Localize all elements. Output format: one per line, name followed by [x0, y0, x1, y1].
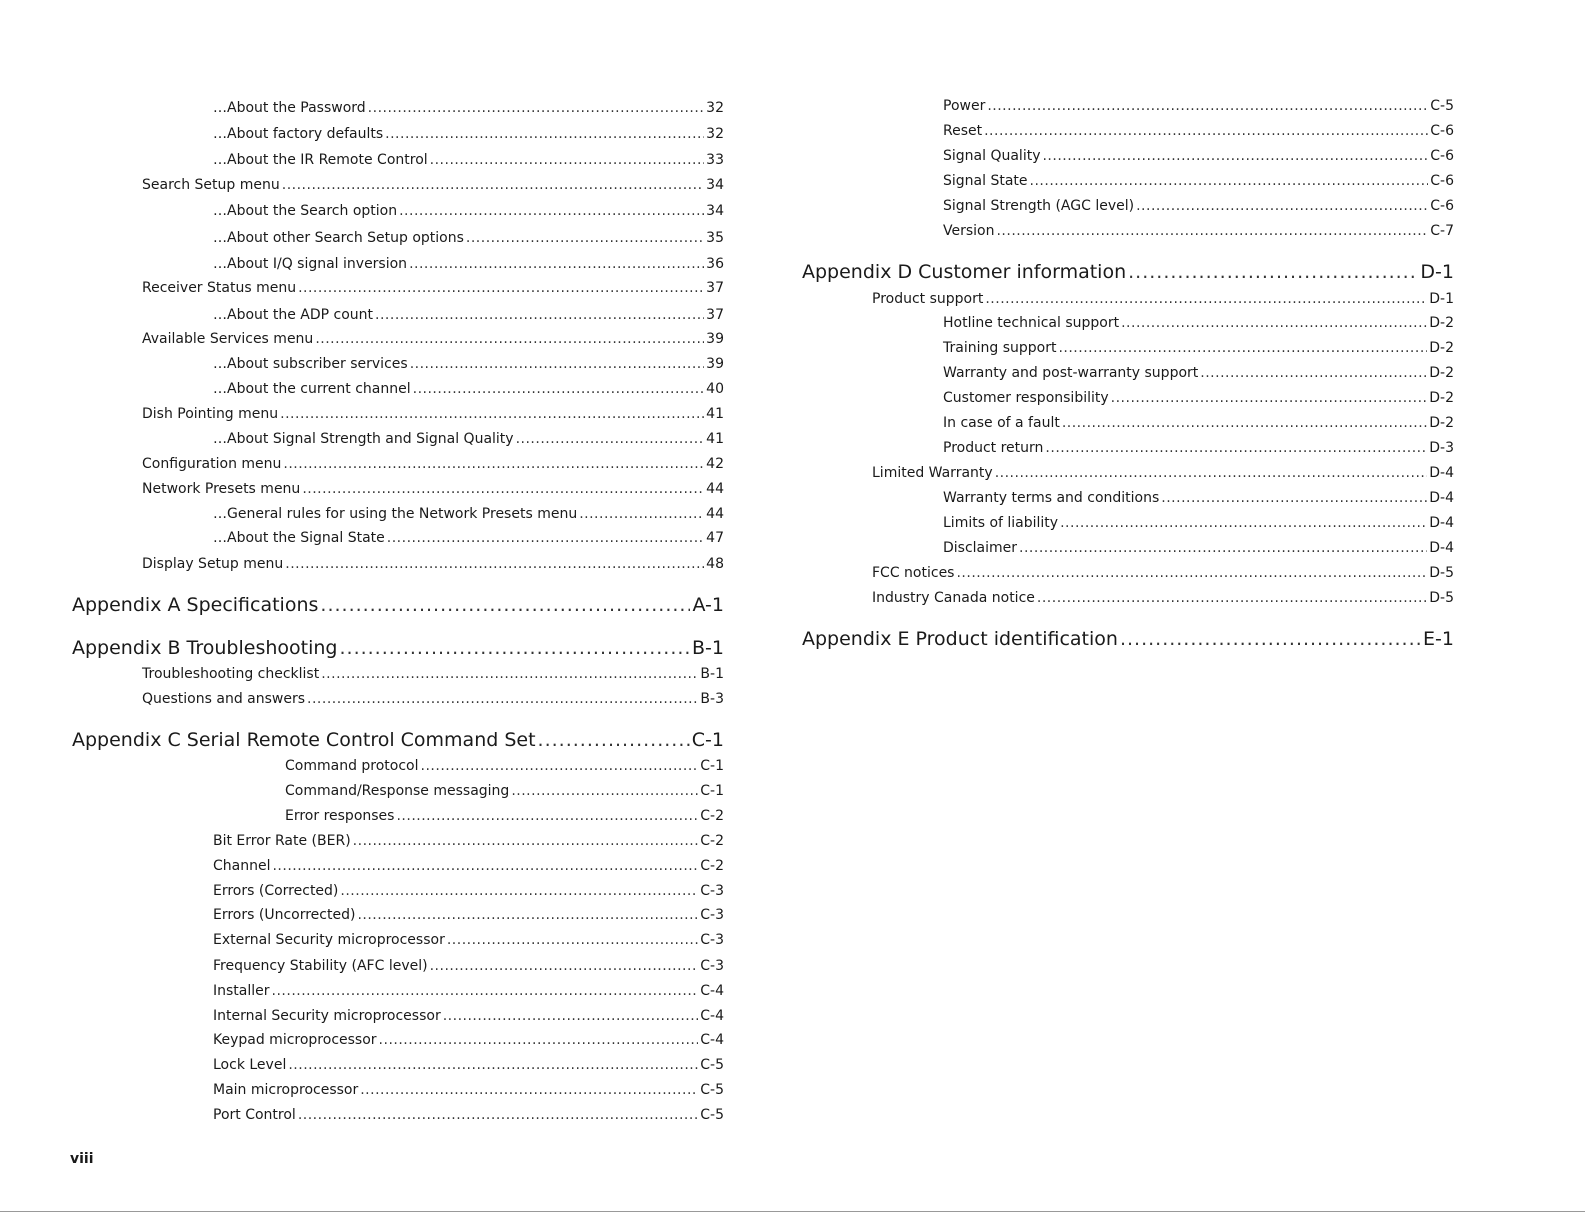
- toc-entry[interactable]: [285, 783, 724, 799]
- toc-entry-page: C-4: [700, 1008, 724, 1024]
- dot-leader: [379, 1032, 699, 1048]
- toc-entry-page: 42: [706, 456, 724, 472]
- toc-entry-title: Warranty and post-warranty support: [943, 365, 1199, 381]
- toc-entry-title: …About I/Q signal inversion: [213, 256, 408, 272]
- toc-entry-page: C-2: [700, 808, 724, 824]
- toc-entry[interactable]: [943, 123, 1454, 139]
- toc-entry-title: Installer: [213, 983, 270, 999]
- toc-entry-title: …About other Search Setup options: [213, 230, 464, 246]
- toc-entry[interactable]: [142, 666, 724, 682]
- dot-leader: [1200, 365, 1427, 381]
- toc-entry-page: C-5: [1430, 98, 1454, 114]
- toc-entry-page: C-3: [700, 907, 724, 923]
- dot-leader: [1045, 440, 1427, 456]
- toc-entry-title: Disclaimer: [943, 540, 1018, 556]
- toc-entry-page: C-5: [700, 1057, 724, 1073]
- toc-entry-title: Appendix B Troubleshooting: [72, 637, 338, 659]
- toc-entry-page: 34: [706, 203, 724, 219]
- toc-entry-title: Signal Strength (AGC level): [943, 198, 1135, 214]
- toc-entry-title: Appendix A Specifications: [72, 594, 319, 616]
- toc-entry-title: Version: [943, 223, 995, 239]
- toc-entry-title: Command protocol: [285, 758, 419, 774]
- toc-entry-page: 34: [706, 177, 724, 193]
- toc-entry[interactable]: [213, 1082, 724, 1098]
- dot-leader: [421, 758, 699, 774]
- toc-entry-page: 37: [706, 280, 724, 296]
- toc-entry[interactable]: [943, 440, 1454, 456]
- toc-entry-page: D-4: [1429, 515, 1454, 531]
- toc-entry[interactable]: [943, 340, 1454, 356]
- toc-entry-page: 41: [706, 431, 724, 447]
- toc-entry-page: D-2: [1429, 365, 1454, 381]
- dot-leader: [1042, 148, 1428, 164]
- toc-entry[interactable]: [943, 390, 1454, 406]
- toc-entry-page: 39: [706, 331, 724, 347]
- toc-entry[interactable]: [213, 1032, 724, 1048]
- toc-entry-title: Main microprocessor: [213, 1082, 359, 1098]
- toc-entry-page: B-3: [700, 691, 724, 707]
- dot-leader: [340, 883, 698, 899]
- toc-entry[interactable]: [872, 465, 1454, 481]
- toc-entry-page: 35: [706, 230, 724, 246]
- toc-entry-title: Troubleshooting checklist: [142, 666, 320, 682]
- dot-leader: [320, 594, 690, 616]
- toc-entry-title: Frequency Stability (AFC level): [213, 958, 428, 974]
- page-number: viii: [70, 1151, 94, 1167]
- toc-entry-page: 32: [706, 126, 724, 142]
- toc-entry-page: B-1: [692, 637, 724, 659]
- toc-entry-page: C-6: [1430, 173, 1454, 189]
- toc-entry[interactable]: [285, 808, 724, 824]
- toc-entry-page: C-6: [1430, 198, 1454, 214]
- toc-entry-title: Appendix C Serial Remote Control Command Set: [72, 729, 536, 751]
- dot-leader: [1058, 340, 1427, 356]
- toc-entry-title: Bit Error Rate (BER): [213, 833, 351, 849]
- dot-leader: [353, 833, 699, 849]
- dot-leader: [984, 123, 1428, 139]
- toc-entry-title: Errors (Uncorrected): [213, 907, 356, 923]
- dot-leader: [956, 565, 1427, 581]
- toc-entry-page: 36: [706, 256, 724, 272]
- toc-entry-page: D-4: [1429, 540, 1454, 556]
- dot-leader: [443, 1008, 699, 1024]
- toc-entry-page: D-1: [1420, 261, 1454, 283]
- toc-appendix-heading[interactable]: [72, 594, 724, 616]
- toc-entry-title: …About subscriber services: [213, 356, 408, 372]
- dot-leader: [357, 907, 698, 923]
- toc-entry-title: Limits of liability: [943, 515, 1059, 531]
- toc-entry-title: Customer responsibility: [943, 390, 1109, 406]
- toc-entry[interactable]: [213, 883, 724, 899]
- toc-entry-title: Search Setup menu: [142, 177, 280, 193]
- toc-entry[interactable]: [142, 556, 724, 572]
- dot-leader: [298, 1107, 698, 1123]
- toc-entry-title: Signal Quality: [943, 148, 1041, 164]
- toc-entry-page: D-2: [1429, 340, 1454, 356]
- toc-entry-page: C-7: [1430, 223, 1454, 239]
- toc-entry-page: D-4: [1429, 465, 1454, 481]
- dot-leader: [282, 177, 704, 193]
- dot-leader: [315, 331, 704, 347]
- toc-entry[interactable]: [213, 356, 724, 372]
- toc-entry[interactable]: [943, 223, 1454, 239]
- toc-entry[interactable]: [943, 315, 1454, 331]
- toc-entry-title: …About the IR Remote Control: [213, 152, 428, 168]
- toc-entry-page: D-2: [1429, 415, 1454, 431]
- dot-leader: [430, 152, 705, 168]
- toc-entry[interactable]: [213, 958, 724, 974]
- toc-entry[interactable]: [943, 515, 1454, 531]
- toc-entry-page: 41: [706, 406, 724, 422]
- toc-entry[interactable]: [213, 983, 724, 999]
- toc-entry-title: …About the ADP count: [213, 307, 374, 323]
- toc-entry-title: …About the Signal State: [213, 530, 385, 546]
- dot-leader: [396, 808, 698, 824]
- dot-leader: [285, 556, 704, 572]
- dot-leader: [1062, 415, 1427, 431]
- toc-entry-title: Internal Security microprocessor: [213, 1008, 441, 1024]
- dot-leader: [387, 530, 704, 546]
- toc-entry[interactable]: [142, 280, 724, 296]
- toc-entry-title: Keypad microprocessor: [213, 1032, 377, 1048]
- toc-entry[interactable]: [213, 1008, 724, 1024]
- toc-entry-page: 33: [706, 152, 724, 168]
- toc-entry[interactable]: [142, 691, 724, 707]
- dot-leader: [995, 465, 1428, 481]
- toc-entry-title: Appendix E Product identification: [802, 628, 1118, 650]
- dot-leader: [987, 98, 1428, 114]
- toc-entry-page: C-1: [691, 729, 724, 751]
- dot-leader: [413, 381, 705, 397]
- toc-entry-title: Reset: [943, 123, 983, 139]
- toc-entry[interactable]: [213, 100, 724, 116]
- toc-entry-title: Available Services menu: [142, 331, 314, 347]
- toc-appendix-heading[interactable]: [802, 261, 1454, 283]
- dot-leader: [375, 307, 704, 323]
- toc-entry[interactable]: [943, 198, 1454, 214]
- toc-entry[interactable]: [142, 456, 724, 472]
- toc-entry-page: D-5: [1429, 565, 1454, 581]
- dot-leader: [1030, 173, 1429, 189]
- toc-entry[interactable]: [142, 481, 724, 497]
- toc-entry-page: B-1: [700, 666, 724, 682]
- toc-entry-title: Lock Level: [213, 1057, 287, 1073]
- toc-entry-page: E-1: [1423, 628, 1454, 650]
- dot-leader: [302, 481, 704, 497]
- dot-leader: [579, 506, 704, 522]
- toc-entry-title: …About factory defaults: [213, 126, 384, 142]
- dot-leader: [399, 203, 704, 219]
- toc-entry-page: 32: [706, 100, 724, 116]
- toc-entry-title: Dish Pointing menu: [142, 406, 279, 422]
- toc-entry[interactable]: [213, 203, 724, 219]
- toc-appendix-heading[interactable]: [72, 637, 724, 659]
- toc-entry[interactable]: [142, 177, 724, 193]
- toc-entry-page: C-3: [700, 958, 724, 974]
- toc-entry[interactable]: [285, 758, 724, 774]
- dot-leader: [272, 858, 698, 874]
- dot-leader: [511, 783, 698, 799]
- toc-entry-title: Product support: [872, 291, 984, 307]
- toc-entry-page: C-3: [700, 883, 724, 899]
- toc-entry-title: …About Signal Strength and Signal Quality: [213, 431, 514, 447]
- toc-entry[interactable]: [213, 152, 724, 168]
- toc-entry-page: D-3: [1429, 440, 1454, 456]
- toc-entry-page: C-4: [700, 983, 724, 999]
- toc-entry-page: C-6: [1430, 123, 1454, 139]
- toc-entry[interactable]: [872, 291, 1454, 307]
- toc-entry[interactable]: [213, 858, 724, 874]
- toc-entry-page: 47: [706, 530, 724, 546]
- toc-entry-title: Appendix D Customer information: [802, 261, 1127, 283]
- dot-leader: [466, 230, 704, 246]
- toc-entry-page: C-6: [1430, 148, 1454, 164]
- dot-leader: [516, 431, 705, 447]
- toc-entry-title: …About the current channel: [213, 381, 411, 397]
- toc-entry-title: Industry Canada notice: [872, 590, 1035, 606]
- toc-entry-title: Error responses: [285, 808, 395, 824]
- toc-entry[interactable]: [943, 98, 1454, 114]
- toc-entry-title: Network Presets menu: [142, 481, 301, 497]
- dot-leader: [280, 406, 704, 422]
- toc-entry-page: D-2: [1429, 315, 1454, 331]
- toc-entry[interactable]: [213, 126, 724, 142]
- toc-entry-page: C-5: [700, 1107, 724, 1123]
- toc-entry-title: Receiver Status menu: [142, 280, 297, 296]
- dot-leader: [1128, 261, 1418, 283]
- dot-leader: [339, 637, 690, 659]
- toc-entry[interactable]: [213, 230, 724, 246]
- toc-entry-title: Warranty terms and conditions: [943, 490, 1160, 506]
- toc-entry[interactable]: [213, 932, 724, 948]
- toc-entry[interactable]: [142, 406, 724, 422]
- toc-entry-page: 40: [706, 381, 724, 397]
- toc-entry-page: A-1: [692, 594, 724, 616]
- toc-appendix-heading[interactable]: [72, 729, 724, 751]
- toc-entry[interactable]: [943, 173, 1454, 189]
- toc-entry-page: C-1: [700, 783, 724, 799]
- toc-entry-page: 48: [706, 556, 724, 572]
- dot-leader: [360, 1082, 698, 1098]
- dot-leader: [410, 356, 704, 372]
- dot-leader: [288, 1057, 698, 1073]
- dot-leader: [298, 280, 704, 296]
- toc-entry[interactable]: [213, 907, 724, 923]
- toc-entry[interactable]: [872, 565, 1454, 581]
- toc-entry[interactable]: [943, 490, 1454, 506]
- toc-entry[interactable]: [213, 530, 724, 546]
- toc-entry[interactable]: [943, 540, 1454, 556]
- toc-entry-title: Questions and answers: [142, 691, 306, 707]
- bottom-rule: [0, 1211, 1585, 1212]
- dot-leader: [409, 256, 704, 272]
- toc-entry[interactable]: [213, 1107, 724, 1123]
- toc-entry-title: Errors (Corrected): [213, 883, 339, 899]
- toc-entry-title: Training support: [943, 340, 1057, 356]
- toc-entry-title: Channel: [213, 858, 271, 874]
- dot-leader: [1120, 628, 1421, 650]
- dot-leader: [996, 223, 1428, 239]
- dot-leader: [538, 729, 690, 751]
- dot-leader: [1136, 198, 1428, 214]
- dot-leader: [307, 691, 698, 707]
- dot-leader: [1111, 390, 1428, 406]
- toc-entry-title: Power: [943, 98, 986, 114]
- dot-leader: [385, 126, 704, 142]
- dot-leader: [1019, 540, 1427, 556]
- toc-entry[interactable]: [872, 590, 1454, 606]
- toc-appendix-heading[interactable]: [802, 628, 1454, 650]
- toc-entry-page: C-5: [700, 1082, 724, 1098]
- dot-leader: [985, 291, 1427, 307]
- toc-entry[interactable]: [213, 381, 724, 397]
- toc-entry[interactable]: [213, 256, 724, 272]
- toc-entry-title: …General rules for using the Network Presets menu: [213, 506, 578, 522]
- toc-entry-page: D-1: [1429, 291, 1454, 307]
- toc-entry-title: External Security microprocessor: [213, 932, 445, 948]
- toc-entry-page: 39: [706, 356, 724, 372]
- toc-entry[interactable]: [142, 331, 724, 347]
- toc-entry-title: Limited Warranty: [872, 465, 993, 481]
- dot-leader: [1121, 315, 1427, 331]
- toc-entry[interactable]: [213, 506, 724, 522]
- toc-entry[interactable]: [943, 415, 1454, 431]
- toc-entry-title: Display Setup menu: [142, 556, 284, 572]
- toc-entry-page: 44: [706, 506, 724, 522]
- dot-leader: [1060, 515, 1427, 531]
- toc-entry-page: C-3: [700, 932, 724, 948]
- toc-entry-page: 37: [706, 307, 724, 323]
- toc-entry[interactable]: [213, 833, 724, 849]
- toc-entry-page: D-2: [1429, 390, 1454, 406]
- toc-entry-title: Command/Response messaging: [285, 783, 510, 799]
- dot-leader: [272, 983, 699, 999]
- toc-entry[interactable]: [213, 307, 724, 323]
- dot-leader: [368, 100, 705, 116]
- toc-entry[interactable]: [213, 1057, 724, 1073]
- toc-entry-title: Configuration menu: [142, 456, 282, 472]
- toc-entry-page: 44: [706, 481, 724, 497]
- toc-entry-page: C-2: [700, 833, 724, 849]
- toc-entry-title: In case of a fault: [943, 415, 1060, 431]
- toc-entry-page: D-5: [1429, 590, 1454, 606]
- dot-leader: [1037, 590, 1427, 606]
- dot-leader: [430, 958, 699, 974]
- toc-entry-page: C-2: [700, 858, 724, 874]
- toc-entry-title: …About the Password: [213, 100, 366, 116]
- dot-leader: [447, 932, 698, 948]
- toc-entry-page: C-1: [700, 758, 724, 774]
- dot-leader: [1161, 490, 1427, 506]
- toc-entry-title: Product return: [943, 440, 1044, 456]
- toc-entry-page: C-4: [700, 1032, 724, 1048]
- toc-entry-title: FCC notices: [872, 565, 955, 581]
- toc-entry-title: Port Control: [213, 1107, 296, 1123]
- toc-entry[interactable]: [943, 148, 1454, 164]
- toc-entry-title: Hotline technical support: [943, 315, 1120, 331]
- toc-entry-title: …About the Search option: [213, 203, 398, 219]
- toc-entry-page: D-4: [1429, 490, 1454, 506]
- toc-entry[interactable]: [943, 365, 1454, 381]
- dot-leader: [321, 666, 698, 682]
- toc-entry-title: Signal State: [943, 173, 1028, 189]
- dot-leader: [283, 456, 704, 472]
- toc-entry[interactable]: [213, 431, 724, 447]
